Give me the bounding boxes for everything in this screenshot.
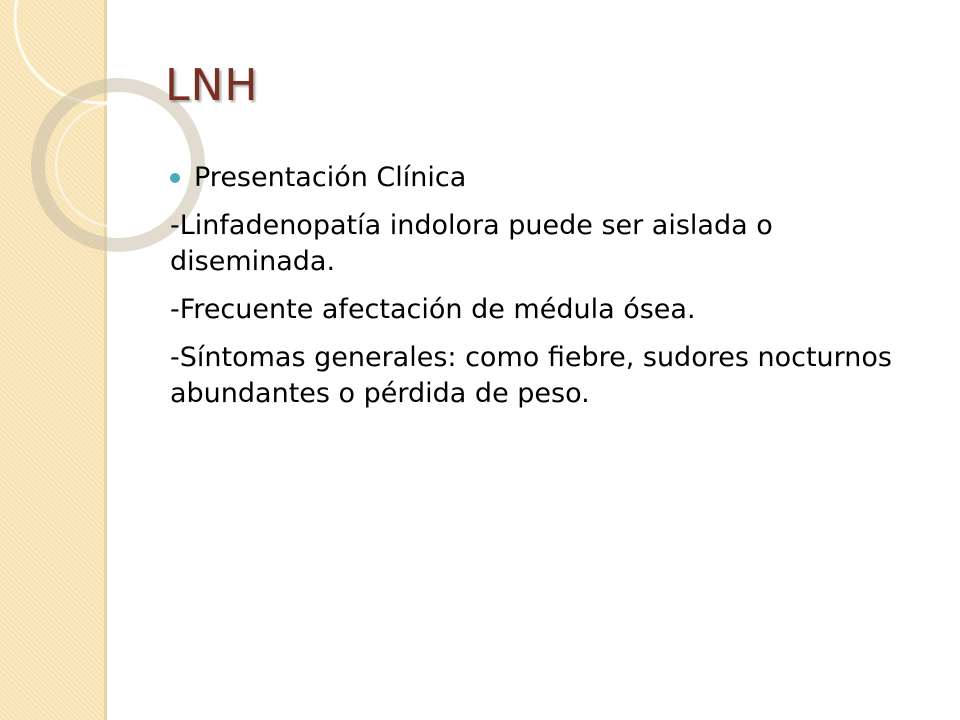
decorative-side-panel [0,0,104,720]
bullet-text: Presentación Clínica [194,162,467,193]
slide-content [170,160,910,424]
paragraph-general-symptoms: -Síntomas generales: como fiebre, sudores nocturnos abundantes o pérdida de peso. [170,342,892,409]
paragraph-lymphadenopathy: -Linfadenopatía indolora puede ser aislada o diseminada. [170,210,773,277]
bullet-item [170,160,910,196]
paragraph-bone-marrow: -Frecuente afectación de médula ósea. [170,294,696,325]
side-panel-border [104,0,107,720]
slide-title: LNH [165,60,259,111]
bullet-dot-icon [170,173,180,183]
